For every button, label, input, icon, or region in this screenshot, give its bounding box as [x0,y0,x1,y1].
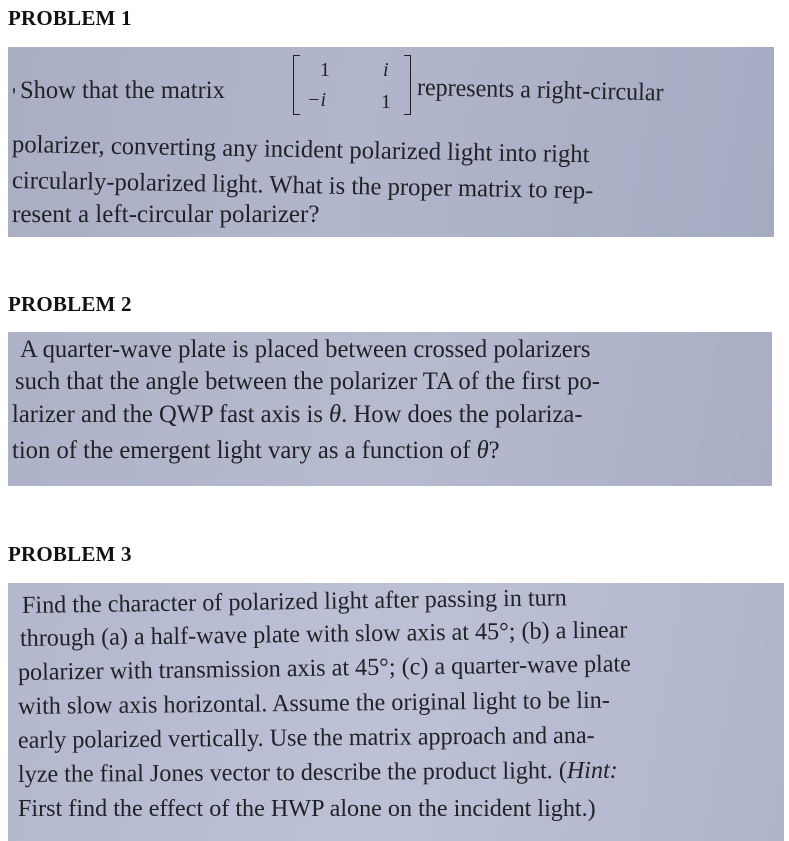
margin-mark: ' [12,83,16,108]
problem-3-line-7: First find the effect of the HWP alone on the incident light.) [18,795,596,822]
hint-label: Hint: [566,756,618,785]
matrix-a11: 1 [320,59,330,81]
problem-3-line-3: polarizer with transmission axis at 45°; (c) a quarter-wave plate [17,650,632,686]
polarizer-matrix [293,55,411,117]
problem-2-photo [8,332,772,486]
matrix-a21: −i [307,89,327,111]
problem-2-heading: PROBLEM 2 [8,292,132,316]
problem-2-line-2: such that the angle between the polarizer TA of the first po- [15,368,600,395]
problem-3-line-5: early polarized vertically. Use the matrix approach and ana- [17,721,595,754]
problem-1-photo [8,47,774,237]
problem-1-line-2: polarizer, converting any incident polarized light into right [11,131,590,169]
problem-2-line-3: larizer and the QWP fast axis is θ. How does the polariza- [12,401,583,428]
theta-symbol: θ [329,401,342,428]
problem-2-line-1: A quarter-wave plate is placed between crossed polarizers [20,336,591,363]
problem-1-line-1-end: represents a right-circular [416,74,664,107]
problem-1-line-3: circularly-polarized light. What is the proper matrix to rep- [11,167,594,205]
matrix-right-bracket [404,55,411,115]
problem-1-heading: PROBLEM 1 [8,6,132,30]
matrix-left-bracket [293,55,300,115]
problem-3-photo [8,583,784,841]
problem-3-line-4: with slow axis horizontal. Assume the original light to be lin- [17,686,610,720]
theta-symbol-2: θ [476,437,489,464]
problem-2-line-4: tion of the emergent light vary as a function of θ? [12,437,500,464]
matrix-a12: i [383,59,389,81]
problem-1-line-4: resent a left-circular polarizer? [12,201,320,228]
problem-3-line-1: Find the character of polarized light after passing in turn [21,584,567,619]
problem-3-heading: PROBLEM 3 [8,542,132,566]
problem-3-line-6: lyze the final Jones vector to describe the product light. (Hint: [17,756,618,788]
matrix-a22: 1 [381,91,391,113]
problem-3-line-2: through (a) a half-wave plate with slow axis at 45°; (b) a linear [19,616,628,652]
problem-1-line-1-start: Show that the matrix [20,77,225,104]
